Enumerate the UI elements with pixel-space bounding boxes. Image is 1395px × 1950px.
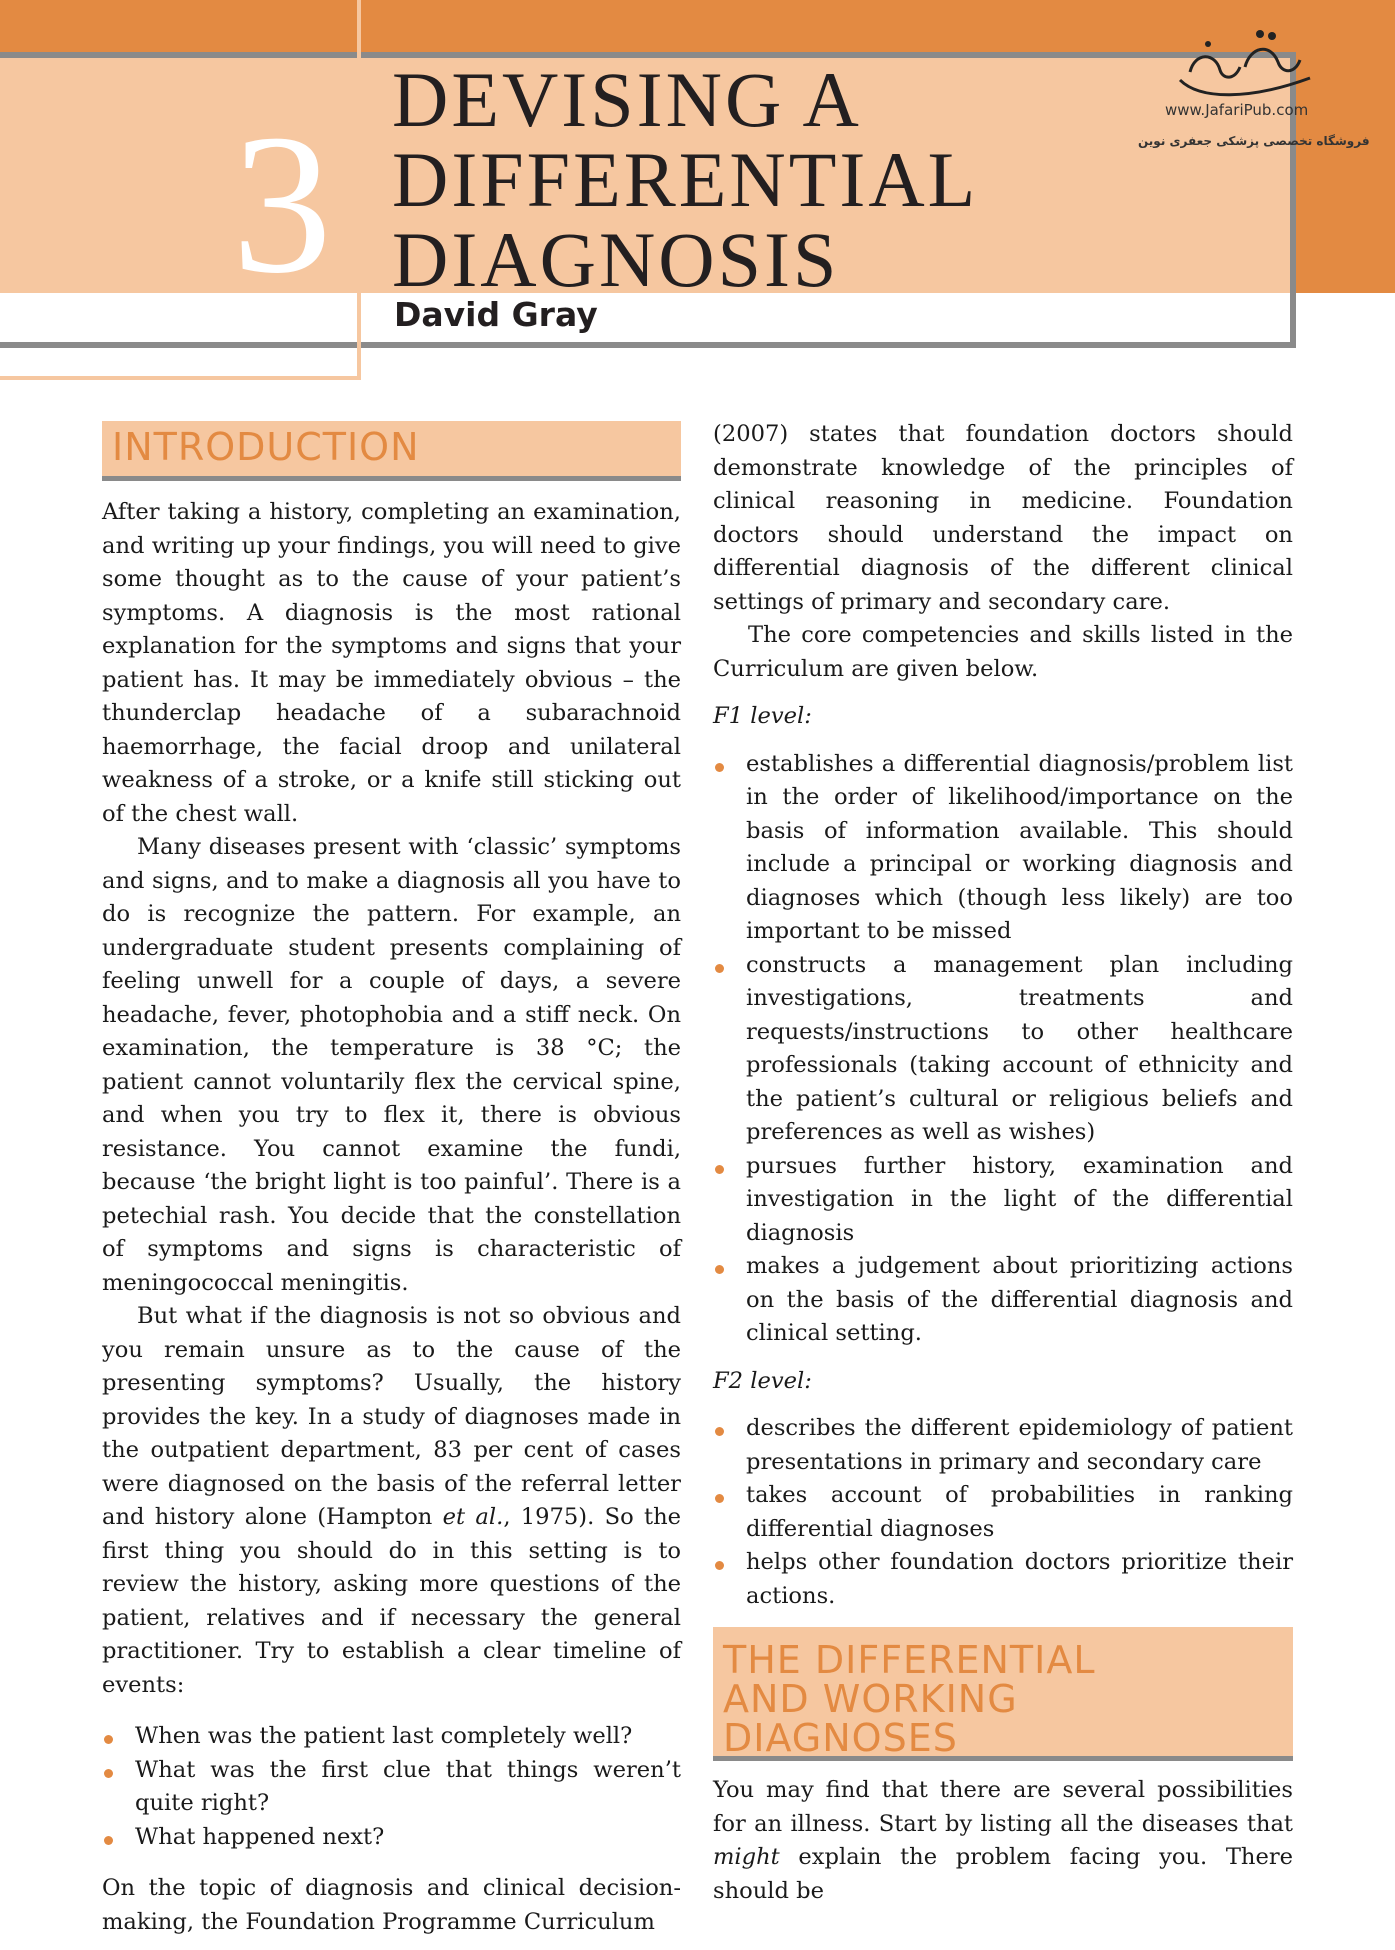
intro-paragraph: On the topic of diagnosis and clinical decision-making, the Foundation Programme Curriculum	[102, 1875, 681, 1935]
heading-line: DIAGNOSES	[723, 1716, 958, 1760]
f1-competency-list	[713, 748, 1293, 1351]
list-item: What happened next?	[102, 1821, 681, 1855]
publisher-url: www.JafariPub.com	[1165, 101, 1309, 119]
text-run: But what if the diagnosis is not so obvious and you remain unsure as to the cause of the presenting symptoms? Usually, the history provides the key. In a study of diagnoses made in the outpatient department, 83 per cent of cases were diagnosed on the basis of the referral letter and history alone (Hampton	[102, 1303, 681, 1530]
timeline-questions	[102, 1720, 681, 1854]
f2-level-label: F2 level:	[713, 1367, 812, 1394]
chapter-author: David Gray	[394, 295, 598, 334]
text-run: , 1975). So the first thing you should do in this setting is to review the history, asking more questions of the patient, relatives and if necessary the general practitioner. Try to establish a clear timeline of events:	[102, 1504, 681, 1698]
list-item: takes account of probabilities in ranking differential diagnoses	[713, 1479, 1293, 1546]
heading-line: THE DIFFERENTIAL	[723, 1638, 1096, 1682]
citation-italic: et al.	[442, 1504, 504, 1530]
heading-line: AND WORKING	[723, 1677, 1018, 1721]
f1-level-label: F1 level:	[713, 703, 812, 729]
list-item: establishes a differential diagnosis/problem list in the order of likelihood/importance on the basis of information available. This should include a principal or working diagnosis and diagnoses which (though less likely) are too important to be missed	[713, 748, 1293, 949]
text-run: You may find that there are several possibilities for an illness. Start by listing all the diseases that	[713, 1777, 1293, 1837]
curriculum-paragraph: The core competencies and skills listed in the Curriculum are given below.	[713, 622, 1293, 682]
chapter-number: 3	[232, 94, 332, 315]
text-run: explain the problem facing you. There should be	[713, 1844, 1293, 1904]
curriculum-paragraph: (2007) states that foundation doctors should demonstrate knowledge of the principles of clinical reasoning in medicine. Foundation doctors should understand the impact on differential diagnosis of the different clinical settings of primary and secondary care.	[713, 421, 1293, 615]
publisher-name: فروشگاه تخصصی پزشکی جعفری نوین	[1138, 134, 1370, 148]
intro-paragraph: After taking a history, completing an examination, and writing up your findings, you will need to give some thought as to the cause of your patient’s symptoms. A diagnosis is the most rational explanation for the symptoms and signs that your patient has. It may be immediately obvious – the thunderclap headache of a subarachnoid haemorrhage, the facial droop and unilateral weakness of a stroke, or a knife still sticking out of the chest wall.	[102, 499, 681, 827]
chapter-title-line: DEVISING A	[392, 56, 862, 143]
chapter-title-line: DIAGNOSIS	[392, 216, 840, 303]
left-column	[102, 421, 681, 1939]
jafari-pub-logo-icon	[1160, 22, 1330, 102]
list-item: makes a judgement about prioritizing actions on the basis of the differential diagnosis and clinical setting.	[713, 1250, 1293, 1351]
differential-paragraph	[713, 1774, 1293, 1908]
chapter-title	[392, 56, 979, 303]
chapter-title-line: DIFFERENTIAL	[392, 136, 979, 223]
f2-competency-list	[713, 1412, 1293, 1613]
list-item: pursues further history, examination and investigation in the light of the differential diagnosis	[713, 1150, 1293, 1251]
emphasis-italic: might	[713, 1844, 780, 1870]
list-item: constructs a management plan including investigations, treatments and requests/instructions to other healthcare professionals (taking account of ethnicity and the patient’s cultural or religious beliefs and preferences as well as wishes)	[713, 949, 1293, 1150]
list-item: helps other foundation doctors prioritize their actions.	[713, 1546, 1293, 1613]
intro-paragraph: Many diseases present with ‘classic’ symptoms and signs, and to make a diagnosis all you have to do is recognize the pattern. For example, an undergraduate student presents complaining of feeling unwell for a couple of days, a severe headache, fever, photophobia and a stiff neck. On examination, the temperature is 38 °C; the patient cannot voluntarily flex the cervical spine, and when you try to flex it, there is obvious resistance. You cannot examine the fundi, because ‘the bright light is too painful’. There is a petechial rash. You decide that the constellation of symptoms and signs is characteristic of meningococcal meningitis.	[102, 834, 681, 1296]
intro-paragraph	[102, 1300, 681, 1702]
differential-heading	[713, 1627, 1293, 1761]
list-item: When was the patient last completely well?	[102, 1720, 681, 1754]
list-item: describes the different epidemiology of patient presentations in primary and secondary care	[713, 1412, 1293, 1479]
right-column	[713, 418, 1293, 1908]
list-item: What was the first clue that things weren’t quite right?	[102, 1754, 681, 1821]
introduction-heading: INTRODUCTION	[102, 421, 681, 481]
